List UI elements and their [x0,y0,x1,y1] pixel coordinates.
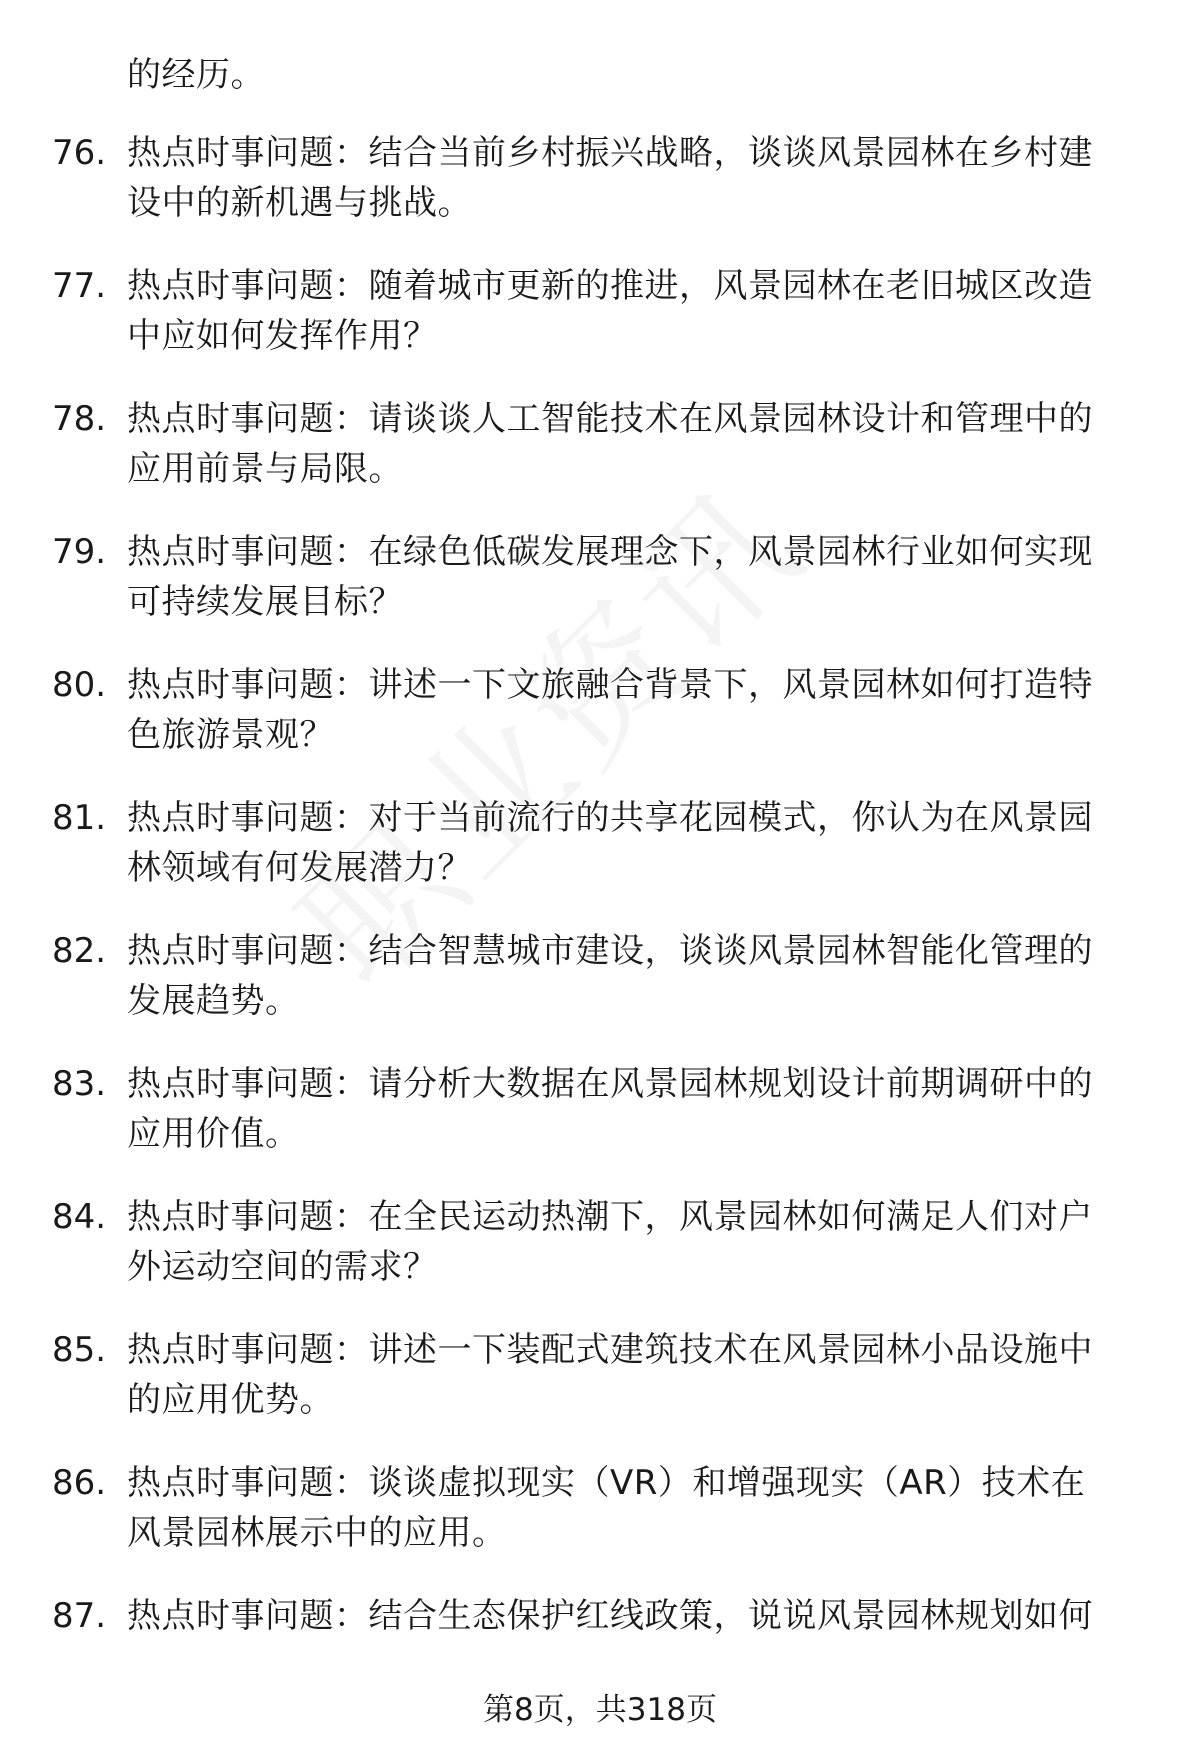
item-text-line1: 热点时事问题：随着城市更新的推进，风景园林在老旧城区改造 [127,266,1093,306]
item-number: 87. [52,1596,107,1636]
item-text-line1: 热点时事问题：结合生态保护红线政策，说说风景园林规划如何 [127,1596,1093,1636]
item-text-line1: 热点时事问题：讲述一下装配式建筑技术在风景园林小品设施中 [127,1330,1093,1370]
item-text-line2: 可持续发展目标？ [127,582,403,622]
item-number: 81. [52,798,107,838]
item-number: 85. [52,1330,107,1370]
item-number: 84. [52,1197,107,1237]
item-text-line2: 的应用优势。 [127,1380,334,1420]
item-text-line1: 热点时事问题：在绿色低碳发展理念下，风景园林行业如何实现 [127,532,1093,572]
item-number: 80. [52,665,107,705]
item-number: 76. [52,133,107,173]
item-number: 82. [52,931,107,971]
item-text-line2: 应用前景与局限。 [127,449,403,489]
item-text-line2: 外运动空间的需求？ [127,1247,438,1287]
item-text-line1: 热点时事问题：请分析大数据在风景园林规划设计前期调研中的 [127,1064,1093,1104]
item-text-line2: 中应如何发挥作用？ [127,316,438,356]
item-text-line2: 色旅游景观？ [127,715,334,755]
continuation-line: 的经历。 [127,55,265,95]
item-text-line1: 热点时事问题：请谈谈人工智能技术在风景园林设计和管理中的 [127,399,1093,439]
page-footer: 第8页，共318页 [483,1692,717,1728]
item-number: 86. [52,1463,107,1503]
item-number: 79. [52,532,107,572]
item-number: 77. [52,266,107,306]
item-text-line2: 风景园林展示中的应用。 [127,1513,507,1553]
item-text-line1: 热点时事问题：结合智慧城市建设，谈谈风景园林智能化管理的 [127,931,1093,971]
item-text-line1: 热点时事问题：在全民运动热潮下，风景园林如何满足人们对户 [127,1197,1093,1237]
item-text-line1: 热点时事问题：对于当前流行的共享花园模式，你认为在风景园 [127,798,1093,838]
item-text-line2: 应用价值。 [127,1114,300,1154]
item-text-line1: 热点时事问题：结合当前乡村振兴战略，谈谈风景园林在乡村建 [127,133,1093,173]
item-text-line2: 发展趋势。 [127,981,300,1021]
item-number: 83. [52,1064,107,1104]
item-number: 78. [52,399,107,439]
item-text-line2: 林领域有何发展潜力？ [127,848,472,888]
item-text-line1: 热点时事问题：谈谈虚拟现实（VR）和增强现实（AR）技术在 [127,1463,1086,1503]
item-text-line2: 设中的新机遇与挑战。 [127,183,472,223]
item-text-line1: 热点时事问题：讲述一下文旅融合背景下，风景园林如何打造特 [127,665,1093,705]
